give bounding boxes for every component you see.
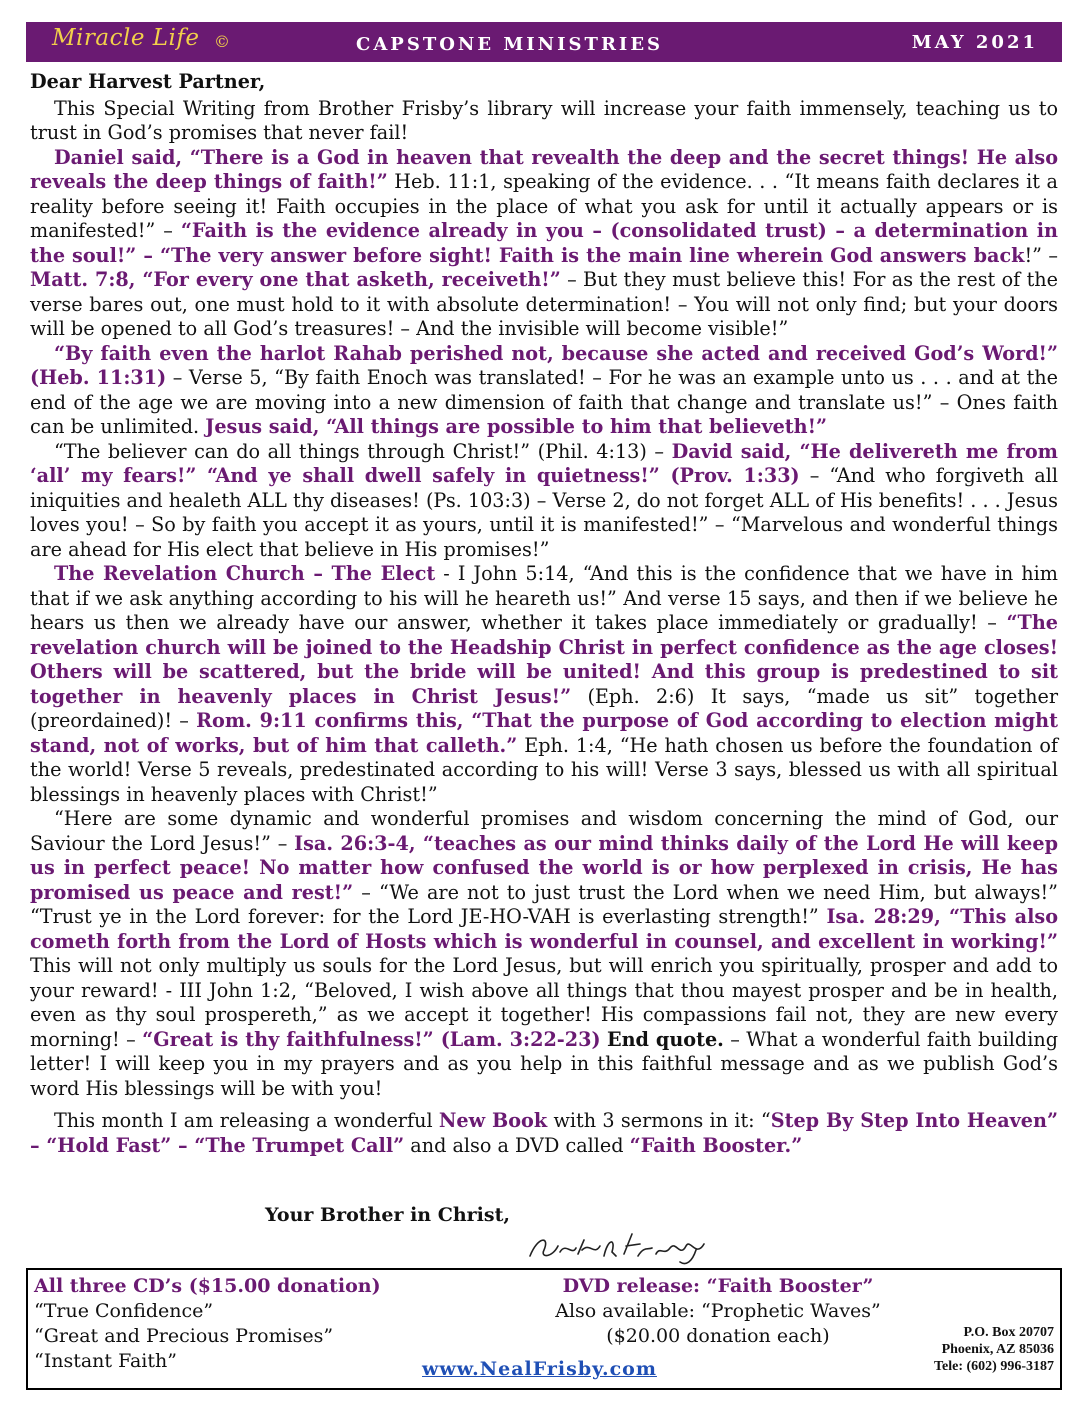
scripture-highlight: “Faith is the evidence already in you – (consolidated trust) – a determination in the soul!” – “The very answer before sight! Faith is the main line wherein God answers back bbox=[30, 219, 1059, 267]
text-run: – “We are not to just trust the Lord when we need Him, but always!” “Trust ye in the Lord forever: for the Lord JE-HO-VAH is everlasting strength!” bbox=[30, 880, 1058, 928]
paragraph-7 bbox=[30, 1109, 1058, 1158]
text-run: “The believer can do all things through Christ!” (Phil. 4:13) – bbox=[54, 439, 672, 463]
scripture-highlight: Rom. 9:11 confirms this, “That the purpose of God according to election might stand, not of works, but of him that calleth.” bbox=[30, 709, 1058, 757]
closing: Your Brother in Christ, bbox=[265, 1204, 510, 1226]
paragraph-1: This Special Writing from Brother Frisby’s library will increase your faith immensely, teaching us to trust in God’s promises that never fail! bbox=[30, 96, 1058, 144]
cd-item: “True Confidence” bbox=[34, 1300, 214, 1322]
cd-offer bbox=[34, 1274, 381, 1374]
scripture-highlight: “The revelation church will be joined to the Headship Christ in perfect confidence as the age closes! Others will be scattered, but the bride will be united! And this group is predestined to sit together in heavenly places in Christ Jesus!” bbox=[30, 611, 1058, 708]
address-line: Phoenix, AZ 85036 bbox=[941, 1342, 1054, 1357]
cd-title: All three CD’s ($15.00 donation) bbox=[34, 1275, 381, 1297]
text-run: Heb. 11:1, speaking of the evidence. . . “It means faith declares it a reality before seeing it! Faith occupies in the place of what you ask for until it actually appears or is manifested!” – bbox=[30, 170, 1058, 242]
dvd-title: DVD release: “Faith Booster” bbox=[562, 1275, 874, 1297]
scripture-highlight: Step By Step Into Heaven” – “Hold Fast” – “The Trumpet Call” bbox=[30, 1109, 1059, 1157]
paragraph-5 bbox=[30, 562, 1058, 807]
scripture-highlight: “Faith Booster.” bbox=[629, 1133, 803, 1157]
text-run: - I John 5:14, “And this is the confidence that we have in him that if we ask anything according to his will he heareth us!” And verse 15 says, and then if we believe he hears us then we already have our answer, whether it takes place immediately or gradually! – bbox=[30, 562, 1058, 634]
scripture-highlight: David said, “He delivereth me from ‘all’ my fears!” “And ye shall dwell safely in quietness!” (Prov. 1:33) bbox=[30, 439, 1058, 487]
paragraph-6 bbox=[30, 807, 1058, 1101]
scripture-highlight: New Book bbox=[438, 1109, 548, 1132]
paragraph-4 bbox=[30, 440, 1058, 563]
address-line: P.O. Box 20707 bbox=[963, 1325, 1054, 1340]
phone-number: Tele: (602) 996-3187 bbox=[933, 1359, 1054, 1374]
dvd-also: Also available: “Prophetic Waves” bbox=[555, 1300, 881, 1322]
signature bbox=[520, 1228, 720, 1272]
scripture-highlight: “Great is thy faithfulness!” (Lam. 3:22-23) bbox=[142, 1027, 601, 1051]
text-run: – Verse 5, “By faith Enoch was translated! – For he was an example unto us . . . and at the end of the age we are moving into a new dimension of faith that change and translate us!” – Ones faith can be unlimited. bbox=[30, 366, 1058, 438]
copyright-symbol: © bbox=[214, 32, 230, 51]
cd-item: “Great and Precious Promises” bbox=[34, 1325, 334, 1347]
salutation: Dear Harvest Partner, bbox=[30, 70, 266, 93]
paragraph-2 bbox=[30, 146, 1058, 342]
issue-date: MAY 2021 bbox=[911, 32, 1038, 53]
text-run: – “And who forgiveth all iniquities and healeth ALL thy diseases! (Ps. 103:3) – Verse 2, do not forget ALL of His benefits! . . . Jesus loves you! – So by faith you accept it as yours, until it is manifested!” – “Marvelous and wonderful things are ahead for His elect that believe in His promises!” bbox=[30, 464, 1058, 561]
text-run: “Here are some dynamic and wonderful promises and wisdom concerning the mind of God, our Saviour the Lord Jesus!” – bbox=[30, 807, 1058, 855]
scripture-highlight: Jesus said, “All things are possible to him that believeth!” bbox=[205, 415, 828, 438]
paragraph-3 bbox=[30, 342, 1058, 440]
scripture-highlight: Isa. 28:29, “This also cometh forth from the Lord of Hosts which is wonderful in counsel, and excellent in working!” bbox=[30, 905, 1058, 953]
website-link[interactable]: www.NealFrisby.com bbox=[422, 1358, 657, 1380]
dvd-price: ($20.00 donation each) bbox=[606, 1325, 830, 1347]
dvd-offer bbox=[548, 1274, 888, 1349]
mailing-address bbox=[934, 1324, 1054, 1375]
text-run: with 3 sermons in it: “ bbox=[547, 1109, 771, 1132]
text-run: !” – bbox=[1024, 243, 1059, 267]
scripture-highlight: Isa. 26:3-4, “teaches as our mind thinks daily of the Lord He will keep us in perfect peace! No matter how confused the world is or how perplexed in crisis, He has promised us peace and rest!” bbox=[30, 831, 1058, 904]
header-bar bbox=[26, 22, 1062, 62]
text-run: End quote. bbox=[606, 1027, 724, 1051]
text-run: This will not only multiply us souls for the Lord Jesus, but will enrich you spiritually, prosper and add to your reward! - III John 1:2, “Beloved, I wish above all things that thou mayest prosper and be in health, even as thy soul prospereth,” as we accept it together! His compassions fail not, they are new every morning! – bbox=[30, 954, 1058, 1051]
signature-mark bbox=[520, 1228, 720, 1268]
scripture-highlight: Daniel said, “There is a God in heaven that revealth the deep and the secret things! He also reveals the deep things of faith!” bbox=[30, 145, 1058, 193]
text-run: and also a DVD called bbox=[404, 1133, 630, 1157]
text-run: – But they must believe this! For as the rest of the verse bares out, one must hold to it with absolute determination! – You will not only find; but your doors will be opened to all God’s treasures! – And the invisible will become visible!” bbox=[30, 268, 1059, 340]
offer-box bbox=[26, 1268, 1062, 1390]
cd-item: “Instant Faith” bbox=[34, 1350, 177, 1372]
scripture-highlight: Matt. 7:8, “For every one that asketh, receiveth!” bbox=[30, 268, 561, 291]
letter-body bbox=[30, 70, 1058, 1158]
text-run: This month I am releasing a wonderful bbox=[54, 1109, 439, 1132]
text-run: (Eph. 2:6) It says, “made us sit” together (preordained)! – bbox=[30, 684, 1058, 732]
scripture-highlight: “By faith even the harlot Rahab perished not, because she acted and received God’s Word!” (Heb. 11:31) bbox=[30, 341, 1058, 389]
scripture-highlight: The Revelation Church – The Elect bbox=[54, 562, 436, 585]
text-run: Eph. 1:4, “He hath chosen us before the foundation of the world! Verse 5 reveals, predestinated according to his will! Verse 3 says, blessed us with all spiritual blessings in heavenly places with Christ!” bbox=[30, 733, 1059, 806]
ministry-name: CAPSTONE MINISTRIES bbox=[356, 34, 664, 55]
brand-logo: Miracle Life bbox=[52, 25, 200, 51]
text-run: – What a wonderful faith building letter! I will keep you in my prayers and as you help in this faithful message and as we publish God’s word His blessings will be with you! bbox=[30, 1027, 1058, 1100]
